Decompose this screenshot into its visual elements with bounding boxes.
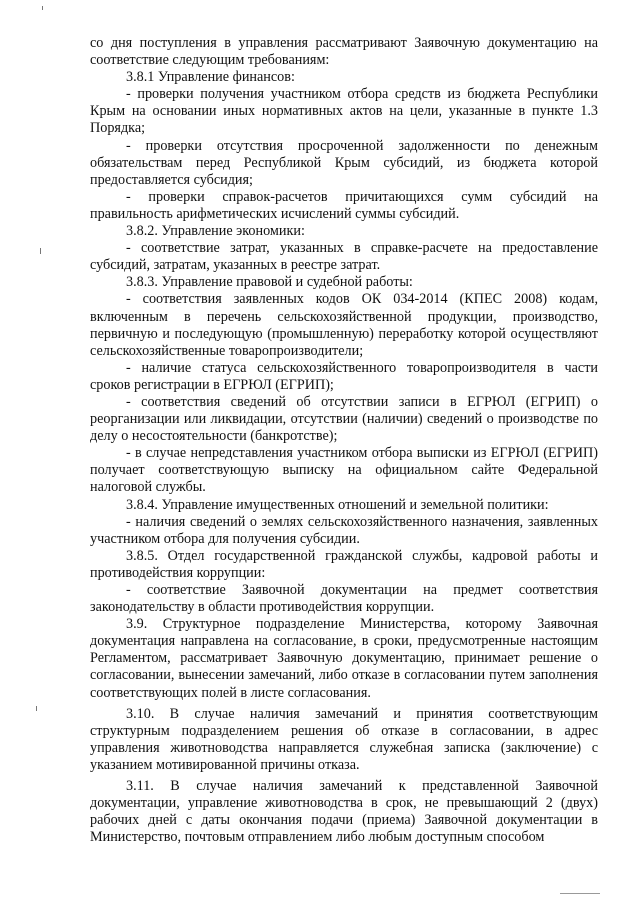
paragraph: 3.8.3. Управление правовой и судебной работы:	[126, 274, 413, 291]
paragraph: 3.8.4. Управление имущественных отношений и земельной политики:	[126, 496, 549, 513]
paragraph: 3.8.5. Отдел государственной гражданской службы, кадровой работы и противодействия коррупции:	[90, 547, 598, 581]
paragraph: 3.8.2. Управление экономики:	[126, 223, 305, 240]
paragraph: - проверки получения участником отбора средств из бюджета Республики Крым на основании иных нормативных актов на цели, указанные в пункте 1.3 Порядка;	[90, 86, 598, 137]
scan-artifact	[40, 248, 41, 254]
paragraph: 3.9. Структурное подразделение Министерства, которому Заявочная документация направлена на согласование, в сроки, предусмотренные настоящим Регламентом, рассматривает Заявочную документацию, принимает решение о согласовании, вынесении замечаний, либо отказе в согласовании путем заполнения соответствующих полей в листе согласования.	[90, 616, 598, 701]
paragraph: 3.11. В случае наличия замечаний к представленной Заявочной документации, управление животноводства в срок, не превышающий 2 (двух) рабочих дней с даты окончания подачи (приема) Заявочной документации в Министерство, почтовым отправлением либо любым доступным способом	[90, 778, 598, 846]
paragraph: 3.8.1 Управление финансов:	[126, 69, 295, 86]
paragraph: - соответствие затрат, указанных в справке-расчете на предоставление субсидий, затратам, указанных в реестре затрат.	[90, 240, 598, 274]
scan-artifact	[560, 893, 600, 894]
paragraph: - проверки справок-расчетов причитающихся сумм субсидий на правильность арифметических исчислений суммы субсидий.	[90, 188, 598, 222]
paragraph: - проверки отсутствия просроченной задолженности по денежным обязательствам перед Республикой Крым субсидий, из бюджета которой предоставляется субсидия;	[90, 137, 598, 188]
paragraph: - наличия сведений о землях сельскохозяйственного назначения, заявленных участником отбора для получения субсидии.	[90, 513, 598, 547]
paragraph: - соответствия заявленных кодов ОК 034-2014 (КПЕС 2008) кодам, включенным в перечень сельскохозяйственной продукции, производство, первичную и последующую (промышленную) переработку которой осуществляют сельскохозяйственные товаропроизводители;	[90, 291, 598, 359]
scan-artifact	[42, 6, 43, 10]
paragraph: - соответствие Заявочной документации на предмет соответствия законодательству в области противодействия коррупции.	[90, 582, 598, 616]
paragraph: 3.10. В случае наличия замечаний и принятия соответствующим структурным подразделением решения об отказе в согласовании, в адрес управления животноводства направляется служебная записка (заключение) с указанием мотивированной причины отказа.	[90, 705, 598, 773]
paragraph: со дня поступления в управления рассматривают Заявочную документацию на соответствие следующим требованиям:	[90, 35, 598, 69]
paragraph: - наличие статуса сельскохозяйственного товаропроизводителя в части сроков регистрации в ЕГРЮЛ (ЕГРИП);	[90, 359, 598, 393]
scan-artifact	[36, 706, 37, 711]
paragraph: - в случае непредставления участником отбора выписки из ЕГРЮЛ (ЕГРИП) получает соответствующую выписку на официальном сайте Федеральной налоговой службы.	[90, 445, 598, 496]
document-body	[90, 35, 598, 846]
paragraph: - соответствия сведений об отсутствии записи в ЕГРЮЛ (ЕГРИП) о реорганизации или ликвидации, отсутствии (наличии) сведений о производстве по делу о несостоятельности (банкротстве);	[90, 393, 598, 445]
